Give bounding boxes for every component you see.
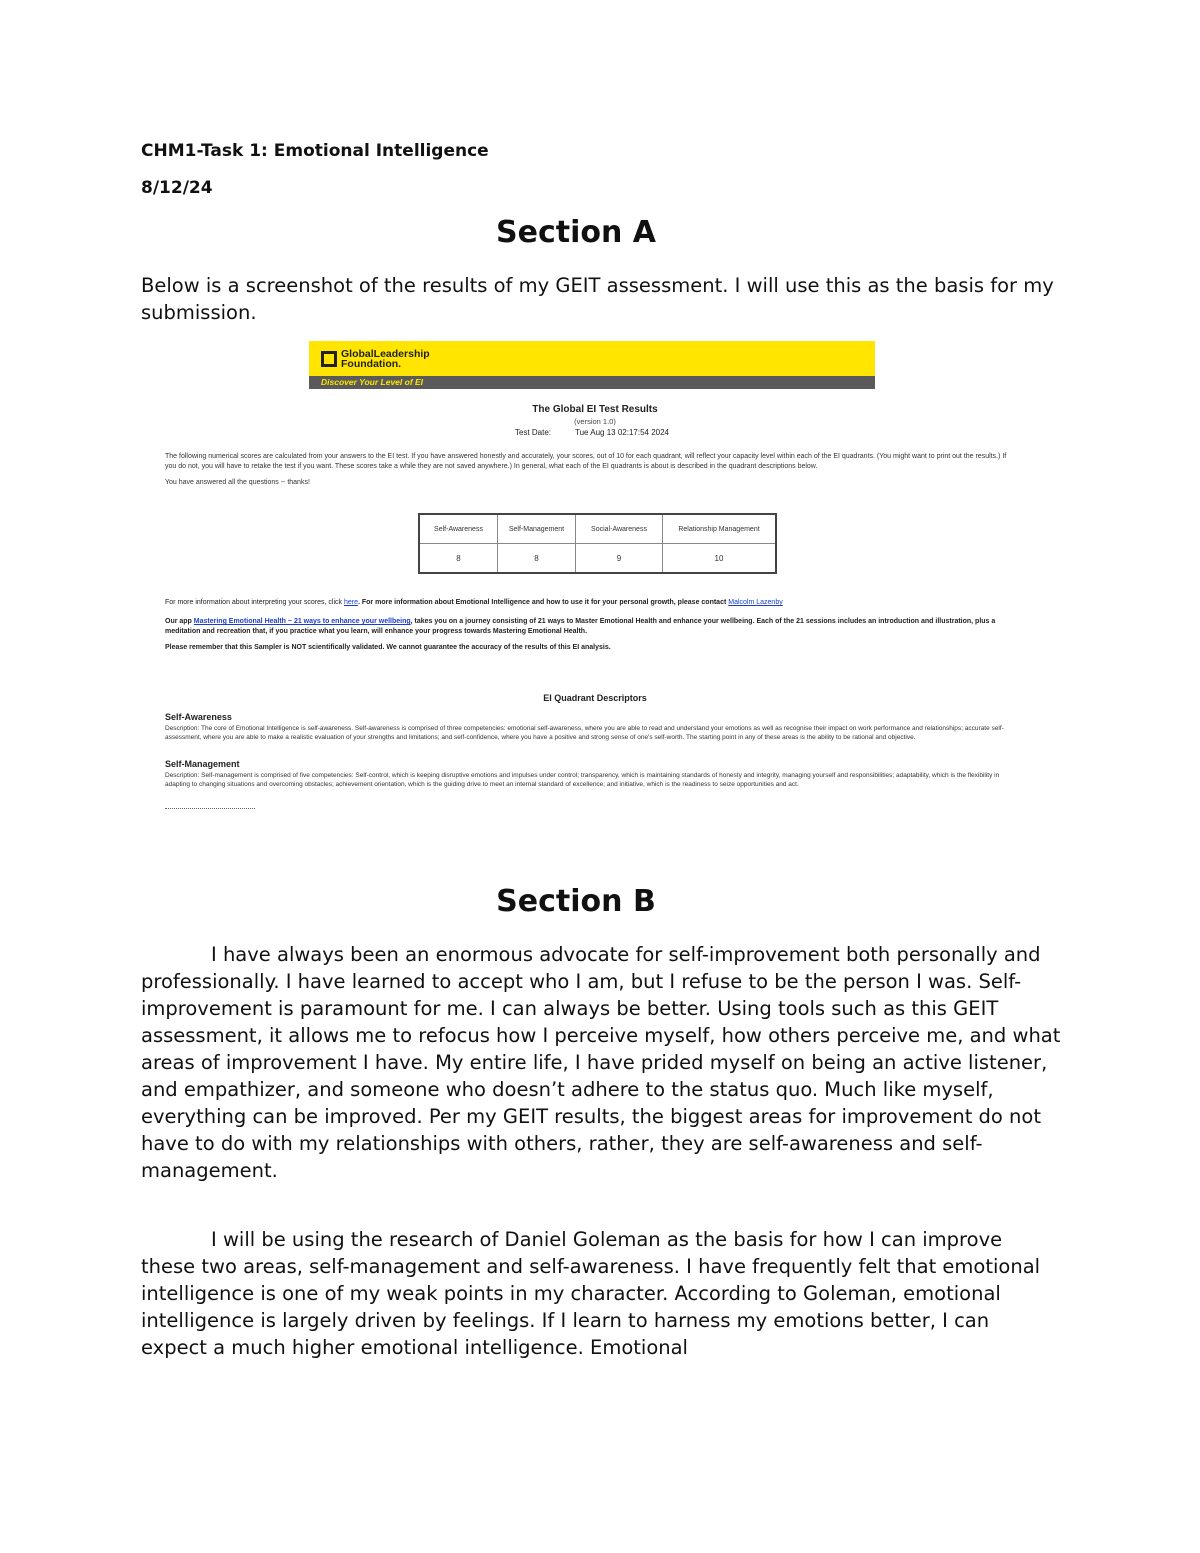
more-info-line: For more information about interpreting your scores, click here. For more information about Emotional Intelligence and how to use it for your personal growth, please contact Malcolm Lazenby [165,599,783,606]
quadrant-description: Description: The core of Emotional Intelligence is self-awareness. Self-awareness is comprised of three competencies: emotional self-awareness, where you are able to read and understand your emotions as well as recognise their impact on work performance and relationships; accurate self-assessment, where you are able to make a realistic evaluation of your strengths and limitations; and self-confidence, where you have a positive and strong sense of one's self-worth. The starting point in any of these areas is the ability to be rational and objective. [165,725,1004,741]
logo-square-icon [321,351,337,367]
banner-tagline: Discover Your Level of EI [321,377,424,387]
section-a-heading: Section A [496,215,656,250]
section-b-paragraph-1: I have always been an enormous advocate for self-improvement both personally and professionally. I have learned to accept who I am, but I refuse to be the person I was. Self-improvement is paramount for me. I can always be better. Using tools such as this GEIT assessment, it allows me to refocus how I perceive myself, how others perceive me, and what areas of improvement I have. My entire life, I have prided myself on being an active listener, and empathizer, and someone who doesn’t adhere to the status quo. Much like myself, everything can be improved. Per my GEIT results, the biggest areas for improvement do not have to do with my relationships with others, rather, they are self-awareness and self-management. [141,943,1061,1182]
score-cell: 10 [663,544,777,574]
quadrant-heading-self-management: Self-Management [165,759,240,769]
score-header: Relationship Management [663,514,777,544]
section-b-heading: Section B [496,884,656,919]
geit-results-screenshot [165,341,1025,816]
section-a-paragraph: Below is a screenshot of the results of my GEIT assessment. I will use this as the basis for my submission. [141,274,1054,324]
score-cell: 8 [419,544,498,574]
interpreting-link[interactable]: here [343,599,358,606]
document-date: 8/12/24 [141,178,213,198]
contact-link[interactable]: Malcolm Lazenby [728,599,783,606]
quadrant-title: EI Quadrant Descriptors [543,693,647,703]
score-header: Self-Awareness [419,514,498,544]
score-cell: 9 [576,544,663,574]
cropped-edge [165,808,255,812]
quadrant-description: Description: Self-management is comprised of five competencies: Self-control, which is keeping disruptive emotions and impulses under control; transparency, which is maintaining standards of honesty and integrity, managing yourself and responsibilities; adaptability, which is the flexibility in adapting to changing situations and overcoming obstacles; achievement orientation, which is the guiding drive to meet an internal standard of excellence; and initiative, which is the readiness to seize opportunities and act. [165,772,1000,788]
document-title: CHM1-Task 1: Emotional Intelligence [141,141,489,161]
foundation-logo: GlobalLeadership Foundation. [341,348,430,370]
app-promo: Our app Mastering Emotional Health ~ 21 ways to enhance your wellbeing, takes you on a journey consisting of 21 ways to Master Emotional Health and enhance your wellbeing. Each of the 21 sessions includes an introduction and illustration, plus a meditation and recreation that, if you practice what you learn, will enhance your progress towards Mastering Emotional Health. [165,618,996,635]
quadrant-heading-self-awareness: Self-Awareness [165,712,232,722]
foundation-banner [309,341,875,389]
validation-note: Please remember that this Sampler is NOT scientifically validated. We cannot guarantee the accuracy of the results of this EI analysis. [165,644,611,651]
score-header: Self-Management [498,514,576,544]
score-header: Social-Awareness [576,514,663,544]
app-link[interactable]: Mastering Emotional Health ~ 21 ways to enhance your wellbeing [193,618,411,625]
answered-note: You have answered all the questions -- thanks! [165,479,310,486]
scores-table [418,513,777,574]
results-title: The Global EI Test Results [532,404,658,415]
results-intro: The following numerical scores are calculated from your answers to the EI test. If you have answered honestly and accurately, your scores, out of 10 for each quadrant, will reflect your capacity level within each of the EI quadrants. (You might want to print out the results.) If you do not, you will have to retake the test if you want. These scores take a while they are not saved anywhere.) In general, what each of the EI quadrants is about is described in the quadrant descriptions below. [165,453,1007,470]
section-b-paragraph-2: I will be using the research of Daniel Goleman as the basis for how I can improve these two areas, self-management and self-awareness. I have frequently felt that emotional intelligence is one of my weak points in my character. According to Goleman, emotional intelligence is largely driven by feelings. If I learn to harness my emotions better, I can expect a much higher emotional intelligence. Emotional [141,1228,1041,1359]
results-version: (version 1.0) [574,417,616,426]
test-date: Test Date: Tue Aug 13 02:17:54 2024 [515,428,670,437]
score-cell: 8 [498,544,576,574]
